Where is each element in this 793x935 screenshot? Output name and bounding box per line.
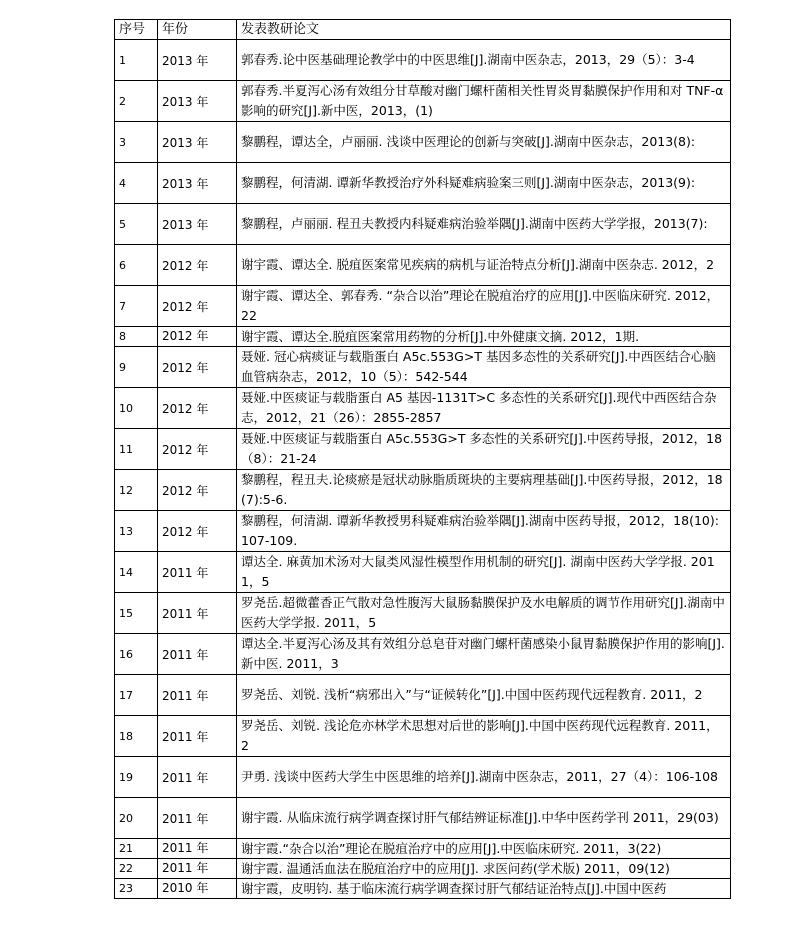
row-paper: 聂娅. 冠心病痰证与载脂蛋白 A5c.553G>T 基因多态性的关系研究[J].中西医结合心脑血管病杂志，2012，10（5）：542-544 [237, 347, 731, 388]
table-row [115, 511, 731, 552]
row-number: 1 [115, 40, 158, 81]
row-number: 9 [115, 347, 158, 388]
row-year: 2013 年 [158, 81, 237, 122]
row-paper: 罗尧岳.超微藿香正气散对急性腹泻大鼠肠黏膜保护及水电解质的调节作用研究[J].湖南中医药大学学报. 2011，5 [237, 593, 731, 634]
row-number: 16 [115, 634, 158, 675]
row-number: 13 [115, 511, 158, 552]
row-year: 2011 年 [158, 675, 237, 716]
row-year: 2011 年 [158, 798, 237, 839]
row-paper: 谭达全.半夏泻心汤及其有效组分总皂苷对幽门螺杆菌感染小鼠胃黏膜保护作用的影响[J].新中医. 2011，3 [237, 634, 731, 675]
row-number: 11 [115, 429, 158, 470]
row-year: 2013 年 [158, 163, 237, 204]
row-number: 17 [115, 675, 158, 716]
header-year: 年份 [158, 20, 237, 40]
row-number: 3 [115, 122, 158, 163]
table-row [115, 327, 731, 347]
row-year: 2012 年 [158, 511, 237, 552]
row-paper: 郭春秀.论中医基础理论教学中的中医思维[J].湖南中医杂志，2013，29（5）：3-4 [237, 40, 731, 81]
table-row [115, 388, 731, 429]
table-row [115, 81, 731, 122]
row-number: 5 [115, 204, 158, 245]
row-paper: 谭达全. 麻黄加术汤对大鼠类风湿性模型作用机制的研究[J]. 湖南中医药大学学报. 2011，5 [237, 552, 731, 593]
table-row [115, 163, 731, 204]
papers-table [114, 19, 731, 899]
row-year: 2011 年 [158, 634, 237, 675]
table-body [115, 40, 731, 899]
row-paper: 郭春秀.半夏泻心汤有效组分甘草酸对幽门螺杆菌相关性胃炎胃黏膜保护作用和对 TNF-α影响的研究[J].新中医，2013，(1) [237, 81, 731, 122]
header-row [115, 20, 731, 40]
row-year: 2011 年 [158, 839, 237, 859]
table-row [115, 470, 731, 511]
row-paper: 罗尧岳、刘锐. 浅析“病邪出入”与“证候转化”[J].中国中医药现代远程教育. 2011，2 [237, 675, 731, 716]
row-year: 2011 年 [158, 552, 237, 593]
table-row [115, 245, 731, 286]
row-paper: 尹勇. 浅谈中医药大学生中医思维的培养[J].湖南中医杂志，2011，27（4）：106-108 [237, 757, 731, 798]
row-paper: 聂娅.中医痰证与载脂蛋白 A5c.553G>T 多态性的关系研究[J].中医药导报，2012，18（8）：21-24 [237, 429, 731, 470]
table-row [115, 675, 731, 716]
row-paper: 谢宇霞、谭达全.脱疽医案常用药物的分析[J].中外健康文摘. 2012，1期. [237, 327, 731, 347]
row-year: 2012 年 [158, 388, 237, 429]
row-year: 2012 年 [158, 470, 237, 511]
table-row [115, 798, 731, 839]
table-row [115, 40, 731, 81]
table-row [115, 429, 731, 470]
row-number: 15 [115, 593, 158, 634]
row-paper: 谢宇霞、谭达全、郭春秀. “杂合以治”理论在脱疽治疗的应用[J].中医临床研究. 2012，22 [237, 286, 731, 327]
row-number: 20 [115, 798, 158, 839]
row-number: 21 [115, 839, 158, 859]
table-row [115, 552, 731, 593]
table-row [115, 879, 731, 899]
row-paper: 谢宇霞.“杂合以治”理论在脱疽治疗中的应用[J].中医临床研究. 2011，3(22) [237, 839, 731, 859]
row-number: 12 [115, 470, 158, 511]
row-year: 2011 年 [158, 859, 237, 879]
row-year: 2012 年 [158, 286, 237, 327]
row-year: 2011 年 [158, 593, 237, 634]
row-paper: 黎鹏程，程丑夫.论痰瘀是冠状动脉脂质斑块的主要病理基础[J].中医药导报，2012，18(7):5-6. [237, 470, 731, 511]
row-year: 2011 年 [158, 716, 237, 757]
row-paper: 谢宇霞，皮明钧. 基于临床流行病学调查探讨肝气郁结证治特点[J].中国中医药 [237, 879, 731, 899]
row-number: 22 [115, 859, 158, 879]
table-row [115, 347, 731, 388]
row-year: 2012 年 [158, 327, 237, 347]
row-paper: 谢宇霞. 从临床流行病学调查探讨肝气郁结辨证标准[J].中华中医药学刊 2011，29(03) [237, 798, 731, 839]
row-year: 2012 年 [158, 347, 237, 388]
row-year: 2012 年 [158, 429, 237, 470]
row-number: 4 [115, 163, 158, 204]
row-number: 18 [115, 716, 158, 757]
row-number: 10 [115, 388, 158, 429]
row-paper: 罗尧岳、刘锐. 浅论危亦林学术思想对后世的影响[J].中国中医药现代远程教育. 2011，2 [237, 716, 731, 757]
row-number: 8 [115, 327, 158, 347]
table-row [115, 122, 731, 163]
row-year: 2013 年 [158, 122, 237, 163]
row-number: 6 [115, 245, 158, 286]
row-paper: 谢宇霞. 温通活血法在脱疽治疗中的应用[J]. 求医问药(学术版) 2011，09(12) [237, 859, 731, 879]
row-number: 2 [115, 81, 158, 122]
row-number: 7 [115, 286, 158, 327]
row-number: 14 [115, 552, 158, 593]
row-paper: 聂娅.中医痰证与载脂蛋白 A5 基因-1131T>C 多态性的关系研究[J].现代中西医结合杂志，2012，21（26）：2855-2857 [237, 388, 731, 429]
table-row [115, 839, 731, 859]
row-year: 2012 年 [158, 245, 237, 286]
row-paper: 谢宇霞、谭达全. 脱疽医案常见疾病的病机与证治特点分析[J].湖南中医杂志. 2012，2 [237, 245, 731, 286]
header-number: 序号 [115, 20, 158, 40]
header-paper: 发表教研论文 [237, 20, 731, 40]
row-number: 23 [115, 879, 158, 899]
row-year: 2013 年 [158, 40, 237, 81]
table-row [115, 757, 731, 798]
table-row [115, 593, 731, 634]
row-paper: 黎鹏程，谭达全，卢丽丽. 浅谈中医理论的创新与突破[J].湖南中医杂志，2013(8): [237, 122, 731, 163]
row-paper: 黎鹏程，何清湖. 谭新华教授男科疑难病治验举隅[J].湖南中医药导报，2012，18(10):107-109. [237, 511, 731, 552]
row-number: 19 [115, 757, 158, 798]
table-row [115, 859, 731, 879]
row-year: 2013 年 [158, 204, 237, 245]
row-year: 2011 年 [158, 757, 237, 798]
table-row [115, 634, 731, 675]
row-year: 2010 年 [158, 879, 237, 899]
table-row [115, 204, 731, 245]
row-paper: 黎鹏程，何清湖. 谭新华教授治疗外科疑难病验案三则[J].湖南中医杂志，2013(9): [237, 163, 731, 204]
row-paper: 黎鹏程，卢丽丽. 程丑夫教授内科疑难病治验举隅[J].湖南中医药大学学报，2013(7): [237, 204, 731, 245]
table-row [115, 716, 731, 757]
table-row [115, 286, 731, 327]
